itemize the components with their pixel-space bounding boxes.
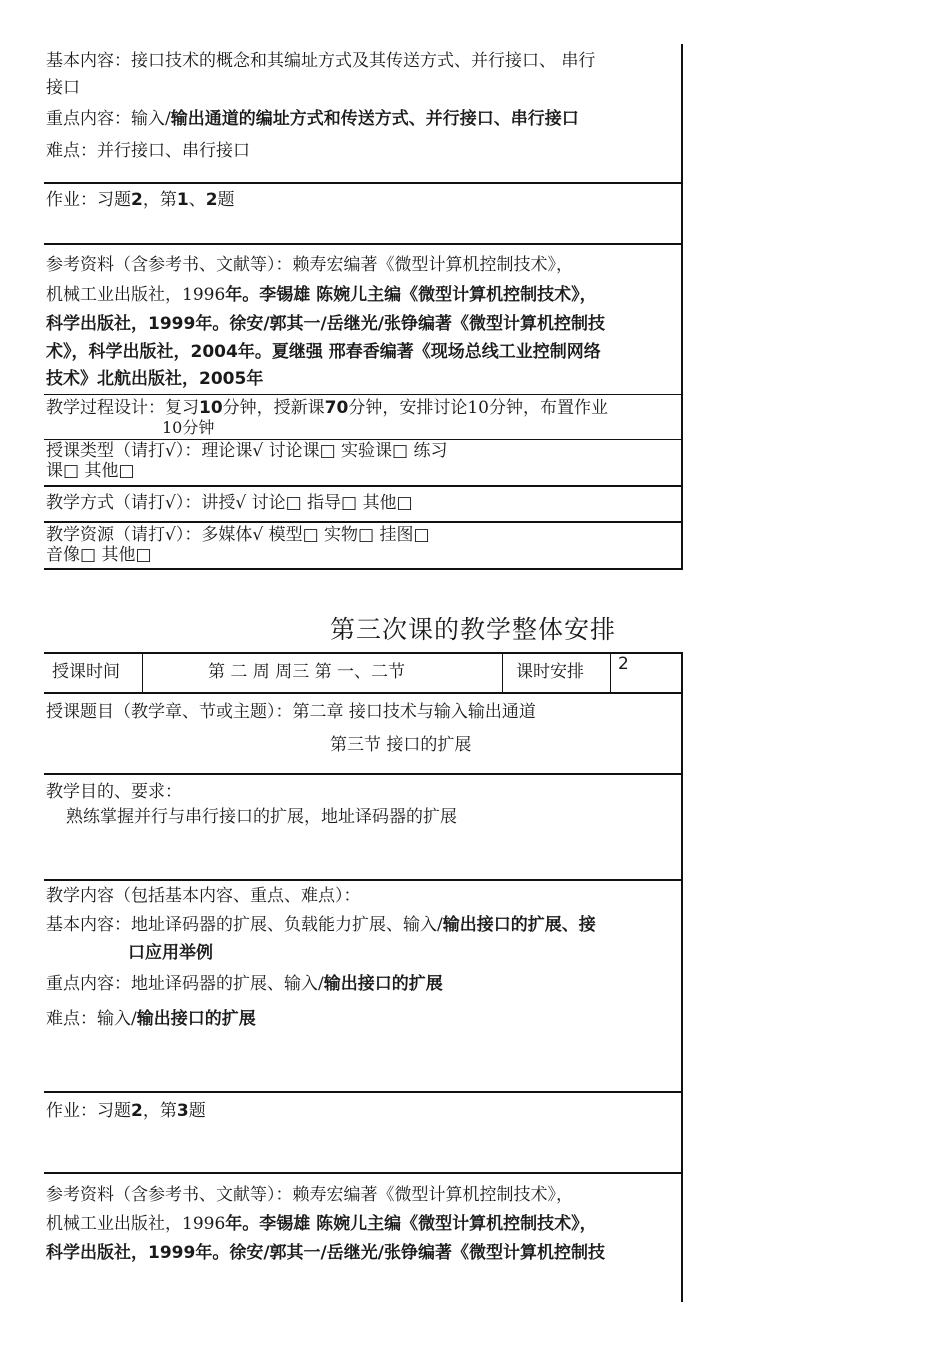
homework-mid: ，第: [142, 190, 177, 210]
topic-line2: 第三节 接口的扩展: [330, 735, 472, 755]
divider: [44, 773, 683, 775]
divider: [44, 394, 683, 395]
divider: [44, 521, 683, 523]
lesson-type-line1: 授课类型（请打√）：理论课√ 讨论课□ 实验课□ 练习: [46, 441, 448, 461]
homework-prefix: 作业：习题: [46, 190, 131, 210]
basic-content-line2: 接口: [46, 78, 80, 98]
key-content-prefix: 重点内容：输入/: [46, 109, 171, 129]
process-a: 教学过程设计：复习: [46, 398, 199, 418]
difficulty-rest: 输出接口的扩展: [136, 1009, 256, 1029]
divider: [44, 182, 683, 184]
topic-line1: 授课题目（教学章、节或主题）：第二章 接口技术与输入输出通道: [46, 702, 536, 722]
process-review-min: 10: [199, 398, 223, 418]
divider: [142, 654, 143, 692]
key-content-rest: 输出接口的扩展: [323, 974, 443, 994]
references-line2-prefix: 机械工业出版社，1996: [46, 285, 226, 305]
key-content: [46, 108, 579, 130]
table-bottom-border: [44, 568, 683, 570]
homework-num: 1: [176, 190, 189, 210]
hours-value: 2: [618, 654, 629, 674]
basic-content: [46, 914, 596, 936]
homework-mid: ，第: [142, 1101, 177, 1121]
key-content-rest: 输出通道的编址方式和传送方式、并行接口、串行接口: [170, 109, 579, 129]
references-line1: 参考资料（含参考书、文献等）：赖寿宏编著《微型计算机控制技术》，: [46, 1185, 573, 1205]
basic-content-line2: 口应用举例: [128, 943, 213, 963]
homework-prefix: 作业：习题: [46, 1101, 131, 1121]
divider: [44, 1091, 683, 1093]
process-e: 分钟，安排讨论10分钟，布置作业: [348, 398, 608, 418]
references-line3: 科学出版社，1999年。徐安/郭其一/岳继光/张铮编著《微型计算机控制技: [46, 314, 605, 334]
process-design-line2: 10分钟: [162, 418, 215, 437]
hours-label: 课时安排: [516, 662, 584, 682]
difficulty-prefix: 难点：输入/: [46, 1009, 137, 1029]
references-line5: 技术》北航出版社，2005年: [46, 369, 264, 389]
references-line2-rest: 年。李锡雄 陈婉儿主编《微型计算机控制技术》，: [225, 1214, 597, 1234]
basic-content-prefix: 基本内容：地址译码器的扩展、负载能力扩展、输入/: [46, 915, 443, 935]
basic-content-rest: 输出接口的扩展、接: [442, 915, 596, 935]
lesson-type-line2: 课□ 其他□: [46, 461, 135, 481]
homework-text: [46, 189, 235, 211]
homework-suffix: 题: [188, 1101, 206, 1121]
teaching-resource-line1: 教学资源（请打√）：多媒体√ 模型□ 实物□ 挂图□: [46, 525, 430, 545]
divider: [44, 439, 683, 440]
key-content-prefix: 重点内容：地址译码器的扩展、输入/: [46, 974, 324, 994]
references-line2: [46, 284, 597, 306]
homework-suffix: 题: [217, 190, 235, 210]
key-content: [46, 973, 443, 995]
time-label: 授课时间: [52, 662, 120, 682]
difficulty-text: 难点：并行接口、串行接口: [46, 141, 250, 161]
goal-label: 教学目的、要求：: [46, 782, 182, 802]
basic-content-line1: 基本内容：接口技术的概念和其编址方式及其传送方式、并行接口、 串行: [46, 51, 596, 71]
divider: [44, 879, 683, 881]
divider: [44, 485, 683, 487]
difficulty-text: [46, 1008, 256, 1030]
references-line2-prefix: 机械工业出版社，1996: [46, 1214, 226, 1234]
homework-num: 3: [176, 1101, 189, 1121]
references-line2-rest: 年。李锡雄 陈婉儿主编《微型计算机控制技术》，: [225, 285, 597, 305]
page-title: 第三次课的教学整体安排: [330, 615, 617, 644]
references-line4: 术》，科学出版社，2004年。夏继强 邢春香编著《现场总线工业控制网络: [46, 342, 601, 362]
homework-num: 2: [131, 1101, 143, 1121]
time-value: 第 二 周 周三 第 一、二节: [208, 662, 406, 682]
homework-sep: 、: [188, 190, 206, 210]
table-right-border-bottom: [681, 652, 683, 1302]
teaching-method: 教学方式（请打√）：讲授√ 讨论□ 指导□ 其他□: [46, 493, 413, 513]
references-line3: 科学出版社，1999年。徐安/郭其一/岳继光/张铮编著《微型计算机控制技: [46, 1243, 605, 1263]
references-line1: 参考资料（含参考书、文献等）：赖寿宏编著《微型计算机控制技术》，: [46, 255, 573, 275]
process-new-min: 70: [324, 398, 349, 418]
homework-num: 2: [205, 190, 218, 210]
content-label: 教学内容（包括基本内容、重点、难点）：: [46, 886, 361, 906]
teaching-resource-line2: 音像□ 其他□: [46, 545, 152, 565]
divider: [44, 243, 683, 245]
divider: [610, 654, 611, 692]
goal-text: 熟练掌握并行与串行接口的扩展，地址译码器的扩展: [66, 807, 457, 827]
references-line2: [46, 1213, 597, 1235]
divider: [44, 1172, 683, 1174]
header-row: [44, 652, 683, 694]
process-design: [46, 397, 608, 419]
table-right-border-top: [681, 44, 683, 570]
process-c: 分钟，授新课: [222, 398, 325, 418]
divider: [502, 654, 503, 692]
homework-num: 2: [131, 190, 143, 210]
homework-text: [46, 1100, 206, 1122]
